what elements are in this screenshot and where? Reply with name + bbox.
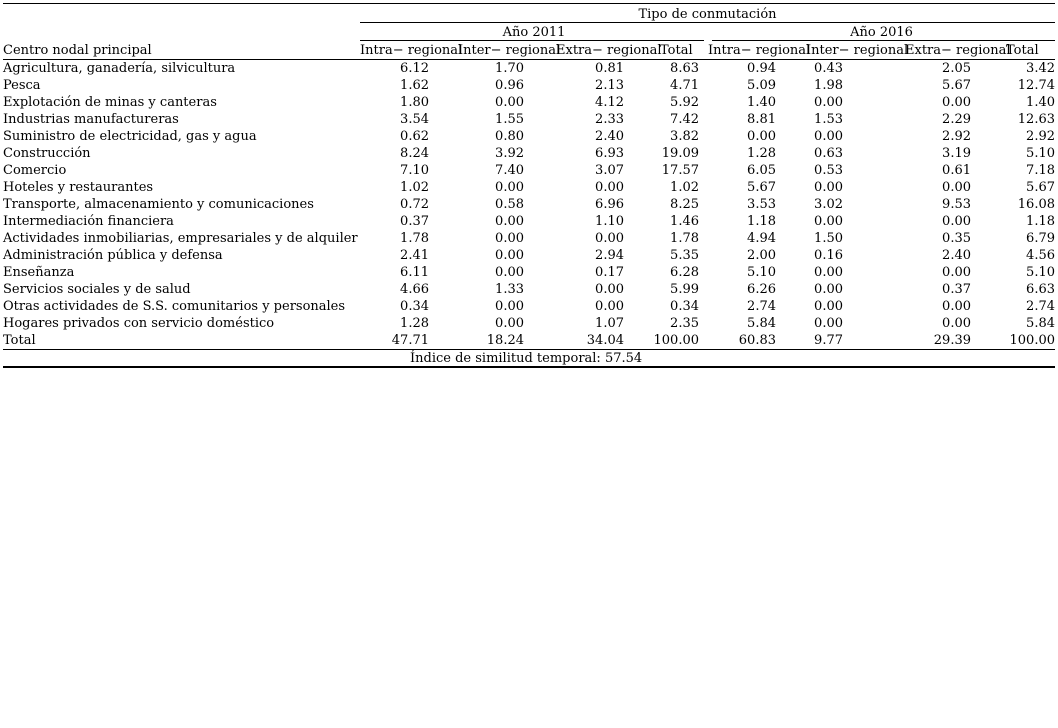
value-cell: 0.37 [400, 214, 429, 229]
value-cell: 0.00 [814, 265, 843, 280]
value-cell: 1.02 [400, 180, 429, 195]
value-cell: 1.80 [400, 95, 429, 110]
value-cell: 8.63 [670, 61, 699, 76]
value-cell: 2.05 [942, 61, 971, 76]
value-cell: 5.99 [670, 282, 699, 297]
value-cell: 0.00 [495, 231, 524, 246]
value-cell: 3.02 [814, 197, 843, 212]
value-cell: 0.00 [495, 214, 524, 229]
value-cell: 0.00 [942, 214, 971, 229]
column-header-7: Extra− regional [905, 43, 1011, 58]
value-cell: 2.74 [1026, 299, 1055, 314]
value-cell: 3.19 [942, 146, 971, 161]
value-cell: 3.92 [495, 146, 524, 161]
value-cell: 5.10 [747, 265, 776, 280]
value-cell: 1.62 [400, 78, 429, 93]
value-cell: 0.00 [942, 95, 971, 110]
value-cell: 0.00 [942, 316, 971, 331]
value-cell: 0.00 [495, 265, 524, 280]
row-label: Pesca [3, 78, 41, 93]
footnote: Índice de similitud temporal: 57.54 [410, 351, 643, 366]
value-cell: 2.92 [1026, 129, 1055, 144]
column-header-6: Inter− regional [806, 43, 909, 58]
year-2011-header: Año 2011 [502, 25, 566, 40]
value-cell: 0.80 [495, 129, 524, 144]
value-cell: 1.78 [400, 231, 429, 246]
value-cell: 5.67 [747, 180, 776, 195]
column-header-3: Extra− regional [556, 43, 662, 58]
row-header-label: Centro nodal principal [3, 43, 152, 58]
value-cell: 0.62 [400, 129, 429, 144]
value-cell: 3.54 [400, 112, 429, 127]
value-cell: 0.16 [814, 248, 843, 263]
value-cell: 9.53 [942, 197, 971, 212]
value-cell: 1.10 [595, 214, 624, 229]
value-cell: 1.55 [495, 112, 524, 127]
value-cell: 0.00 [495, 180, 524, 195]
row-label: Actividades inmobiliarias, empresariales y de alquiler [3, 231, 358, 246]
value-cell: 0.00 [595, 299, 624, 314]
value-cell: 6.12 [400, 61, 429, 76]
value-cell: 0.00 [595, 180, 624, 195]
row-label: Agricultura, ganadería, silvicultura [3, 61, 236, 76]
value-cell: 0.00 [595, 231, 624, 246]
value-cell: 4.66 [400, 282, 429, 297]
value-cell: 0.61 [942, 163, 971, 178]
value-cell: 5.35 [670, 248, 699, 263]
value-cell: 6.26 [747, 282, 776, 297]
value-cell: 16.08 [1017, 197, 1055, 212]
value-cell: 5.10 [1026, 265, 1055, 280]
value-cell: 5.84 [1026, 316, 1055, 331]
value-cell: 1.18 [747, 214, 776, 229]
column-header-2: Inter− regional [458, 43, 561, 58]
value-cell: 12.63 [1017, 112, 1055, 127]
row-label: Otras actividades de S.S. comunitarios y personales [3, 299, 346, 314]
value-cell: 0.94 [747, 61, 776, 76]
value-cell: 1.98 [814, 78, 843, 93]
value-cell: 3.53 [747, 197, 776, 212]
value-cell: 0.37 [942, 282, 971, 297]
value-cell: 0.00 [747, 129, 776, 144]
value-cell: 7.42 [670, 112, 699, 127]
value-cell: 0.63 [814, 146, 843, 161]
value-cell: 2.40 [942, 248, 971, 263]
value-cell: 2.13 [595, 78, 624, 93]
value-cell: 0.35 [942, 231, 971, 246]
value-cell: 0.00 [814, 214, 843, 229]
value-cell: 0.53 [814, 163, 843, 178]
value-cell: 1.50 [814, 231, 843, 246]
value-cell: 60.83 [738, 333, 776, 348]
value-cell: 2.40 [595, 129, 624, 144]
value-cell: 5.10 [1026, 146, 1055, 161]
value-cell: 1.40 [747, 95, 776, 110]
value-cell: 0.00 [495, 95, 524, 110]
value-cell: 0.00 [814, 282, 843, 297]
value-cell: 1.40 [1026, 95, 1055, 110]
value-cell: 9.77 [814, 333, 843, 348]
value-cell: 5.09 [747, 78, 776, 93]
value-cell: 2.74 [747, 299, 776, 314]
value-cell: 1.53 [814, 112, 843, 127]
value-cell: 8.25 [670, 197, 699, 212]
value-cell: 2.00 [747, 248, 776, 263]
value-cell: 0.96 [495, 78, 524, 93]
value-cell: 6.79 [1026, 231, 1055, 246]
value-cell: 4.71 [670, 78, 699, 93]
value-cell: 0.34 [670, 299, 699, 314]
row-label: Hoteles y restaurantes [3, 180, 154, 195]
value-cell: 8.81 [747, 112, 776, 127]
value-cell: 0.00 [814, 129, 843, 144]
value-cell: 17.57 [661, 163, 699, 178]
year-2016-rule [712, 40, 1055, 41]
value-cell: 0.00 [942, 265, 971, 280]
row-label: Comercio [3, 163, 67, 178]
value-cell: 18.24 [486, 333, 524, 348]
value-cell: 6.28 [670, 265, 699, 280]
row-label: Industrias manufactureras [3, 112, 179, 127]
value-cell: 7.18 [1026, 163, 1055, 178]
year-2011-rule [360, 40, 704, 41]
value-cell: 0.81 [595, 61, 624, 76]
value-cell: 5.67 [1026, 180, 1055, 195]
value-cell: 0.72 [400, 197, 429, 212]
value-cell: 1.78 [670, 231, 699, 246]
value-cell: 0.34 [400, 299, 429, 314]
row-label: Intermediación financiera [3, 214, 174, 229]
value-cell: 3.82 [670, 129, 699, 144]
value-cell: 1.02 [670, 180, 699, 195]
value-cell: 5.92 [670, 95, 699, 110]
column-header-1: Intra− regional [360, 43, 463, 58]
row-label: Administración pública y defensa [3, 248, 223, 263]
value-cell: 1.70 [495, 61, 524, 76]
column-header-8: Total [1006, 43, 1039, 58]
year-2016-header: Año 2016 [850, 25, 913, 40]
value-cell: 6.93 [595, 146, 624, 161]
value-cell: 0.00 [495, 316, 524, 331]
value-cell: 0.00 [814, 299, 843, 314]
value-cell: 1.28 [747, 146, 776, 161]
row-label: Transporte, almacenamiento y comunicaciones [3, 197, 314, 212]
value-cell: 5.67 [942, 78, 971, 93]
value-cell: 4.12 [595, 95, 624, 110]
row-label: Explotación de minas y canteras [3, 95, 217, 110]
value-cell: 100.00 [653, 333, 699, 348]
value-cell: 4.94 [747, 231, 776, 246]
value-cell: 6.11 [400, 265, 429, 280]
value-cell: 1.18 [1026, 214, 1055, 229]
value-cell: 0.00 [814, 95, 843, 110]
value-cell: 100.00 [1009, 333, 1055, 348]
value-cell: 0.17 [595, 265, 624, 280]
column-header-4: Total [660, 43, 693, 58]
row-label: Servicios sociales y de salud [3, 282, 191, 297]
super-header: Tipo de conmutación [638, 7, 777, 22]
value-cell: 6.63 [1026, 282, 1055, 297]
value-cell: 2.94 [595, 248, 624, 263]
bottom-rule [3, 366, 1055, 368]
value-cell: 0.00 [595, 282, 624, 297]
value-cell: 2.35 [670, 316, 699, 331]
row-label: Construcción [3, 146, 91, 161]
super-header-rule [360, 22, 1055, 23]
value-cell: 0.00 [814, 180, 843, 195]
value-cell: 1.07 [595, 316, 624, 331]
value-cell: 1.46 [670, 214, 699, 229]
row-label: Enseñanza [3, 265, 75, 280]
value-cell: 6.05 [747, 163, 776, 178]
value-cell: 19.09 [661, 146, 699, 161]
value-cell: 34.04 [586, 333, 624, 348]
value-cell: 6.96 [595, 197, 624, 212]
value-cell: 2.92 [942, 129, 971, 144]
top-rule [3, 3, 1055, 4]
value-cell: 47.71 [391, 333, 429, 348]
value-cell: 5.84 [747, 316, 776, 331]
value-cell: 3.07 [595, 163, 624, 178]
value-cell: 7.10 [400, 163, 429, 178]
value-cell: 2.33 [595, 112, 624, 127]
value-cell: 12.74 [1017, 78, 1055, 93]
value-cell: 0.43 [814, 61, 843, 76]
value-cell: 0.58 [495, 197, 524, 212]
row-label: Total [3, 333, 36, 348]
value-cell: 2.29 [942, 112, 971, 127]
value-cell: 0.00 [814, 316, 843, 331]
value-cell: 0.00 [942, 299, 971, 314]
value-cell: 2.41 [400, 248, 429, 263]
row-label: Suministro de electricidad, gas y agua [3, 129, 257, 144]
value-cell: 0.00 [942, 180, 971, 195]
row-label: Hogares privados con servicio doméstico [3, 316, 275, 331]
value-cell: 1.33 [495, 282, 524, 297]
value-cell: 0.00 [495, 299, 524, 314]
value-cell: 8.24 [400, 146, 429, 161]
value-cell: 29.39 [933, 333, 971, 348]
value-cell: 7.40 [495, 163, 524, 178]
value-cell: 3.42 [1026, 61, 1055, 76]
column-header-5: Intra− regional [708, 43, 811, 58]
value-cell: 0.00 [495, 248, 524, 263]
value-cell: 1.28 [400, 316, 429, 331]
value-cell: 4.56 [1026, 248, 1055, 263]
